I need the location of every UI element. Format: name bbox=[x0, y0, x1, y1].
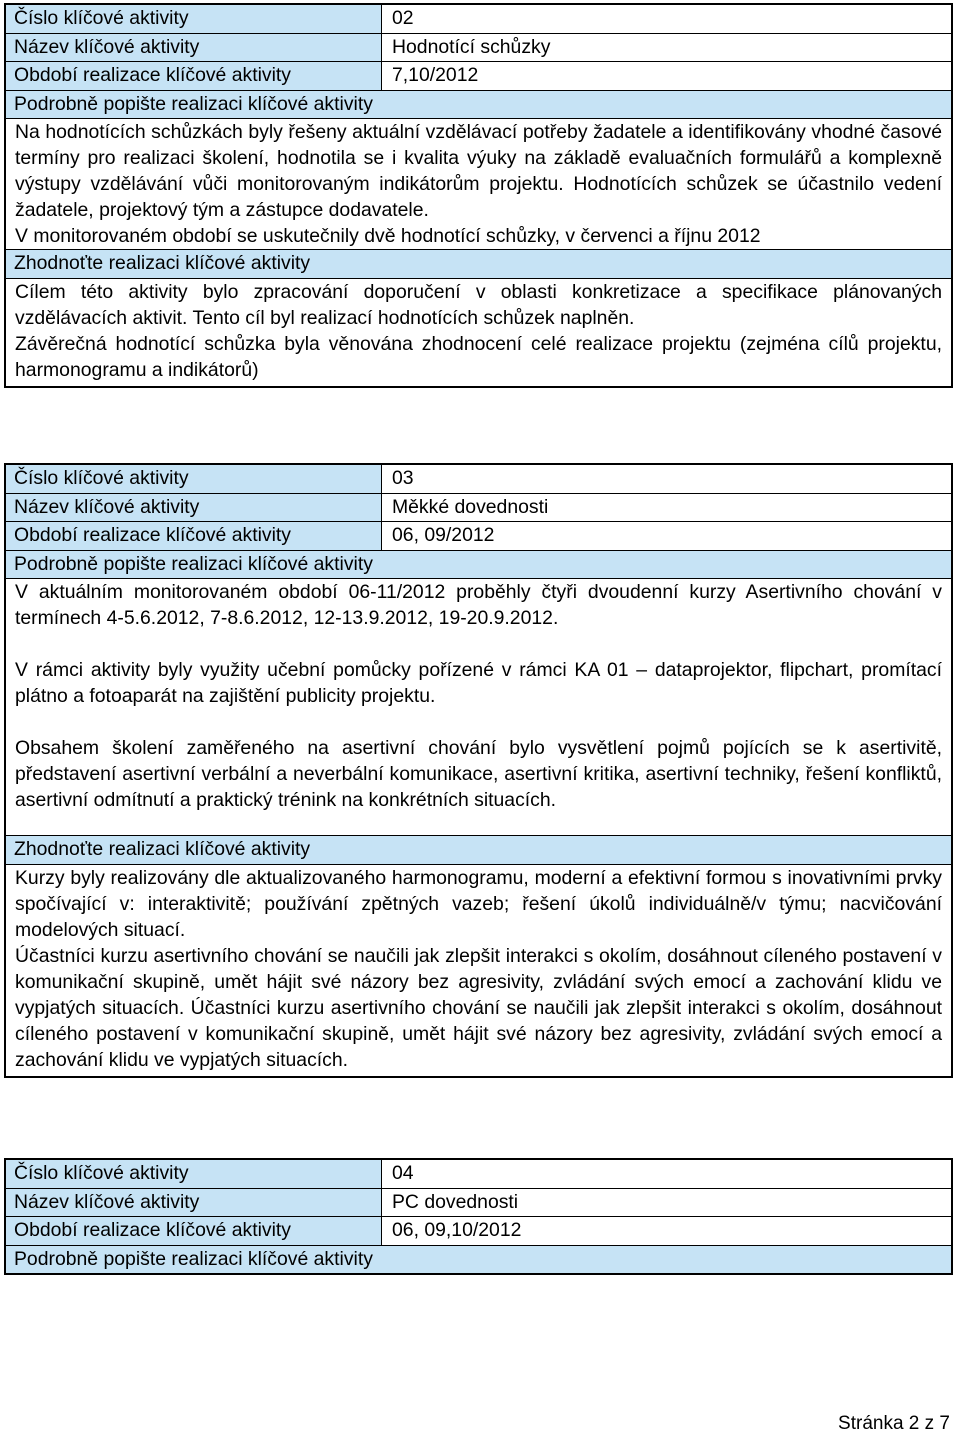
description-paragraph: Na hodnotících schůzkách byly řešeny aktuální vzdělávací potřeby žadatele a identifikovány vhodné časové termíny pro realizaci školení, hodnotila se i kvalita výuky na základě evaluačních formulářů a komplexně výstupy vzdělávání vůči monitorovaným indikátorům projektu. Hodnotících schůzek se účastnilo vedení žadatele, projektový tým a zástupce dodavatele. bbox=[15, 121, 942, 221]
activity-period-label: Období realizace klíčové aktivity bbox=[6, 62, 382, 90]
activity-number-label: Číslo klíčové aktivity bbox=[6, 1160, 382, 1188]
description-header: Podrobně popište realizaci klíčové aktivity bbox=[6, 91, 951, 120]
activity-period-value: 06, 09,10/2012 bbox=[392, 1219, 522, 1241]
activity-block-02 bbox=[4, 3, 953, 388]
activity-period-label: Období realizace klíčové aktivity bbox=[6, 522, 382, 550]
description-header: Podrobně popište realizaci klíčové aktivity bbox=[6, 1246, 951, 1274]
activity-block-03 bbox=[4, 463, 953, 1078]
evaluation-header: Zhodnoťte realizaci klíčové aktivity bbox=[6, 250, 951, 279]
evaluation-paragraph: Kurzy byly realizovány dle aktualizovaného harmonogramu, moderní a efektivní formou s inovativními prvky spočívající v: interaktivitě; používání zpětných vazeb; řešení úkolů individuálně/v týmu; nacvičování modelových situací. bbox=[15, 866, 942, 941]
activity-number-value: 03 bbox=[392, 467, 414, 489]
activity-number-label: Číslo klíčové aktivity bbox=[6, 5, 382, 33]
activity-name-row bbox=[6, 1189, 951, 1218]
activity-name-value: Měkké dovednosti bbox=[392, 495, 549, 518]
evaluation-text bbox=[6, 279, 951, 386]
activity-period-row bbox=[6, 1217, 951, 1246]
activity-period-value: 7,10/2012 bbox=[392, 64, 479, 86]
activity-number-row bbox=[6, 1160, 951, 1189]
description-text bbox=[6, 119, 951, 250]
activity-period-row bbox=[6, 522, 951, 551]
description-paragraph: V rámci aktivity byly využity učební pomůcky pořízené v rámci KA 01 – dataprojektor, flipchart, promítací plátno a fotoaparát na zajištění publicity projektu. bbox=[15, 659, 942, 707]
activity-number-row bbox=[6, 5, 951, 34]
evaluation-text bbox=[6, 865, 951, 1076]
activity-name-label: Název klíčové aktivity bbox=[6, 34, 382, 62]
activity-name-value: PC dovednosti bbox=[392, 1190, 519, 1213]
evaluation-paragraph: Cílem této aktivity bylo zpracování doporučení v oblasti konkretizace a specifikace plánovaných vzdělávacích aktivit. Tento cíl byl realizací hodnotících schůzek naplněn. bbox=[15, 280, 942, 329]
description-paragraph: V aktuálním monitorovaném období 06-11/2012 proběhly čtyři dvoudenní kurzy Asertivního chování v termínech 4-5.6.2012, 7-8.6.2012, 12-13.9.2012, 19-20.9.2012. bbox=[15, 581, 942, 629]
evaluation-header: Zhodnoťte realizaci klíčové aktivity bbox=[6, 836, 951, 865]
page-number: Stránka 2 z 7 bbox=[838, 1413, 950, 1434]
evaluation-paragraph: Účastníci kurzu asertivního chování se naučili jak zlepšit interakci s okolím, dosáhnout cíleného postavení v komunikační skupině, umět hájit své názory bez agresivity, zvládání svých emocí a zachování klidu ve vypjatých situacích. Účastníci kurzu asertivního chování se naučili jak zlepšit interakci s okolím, dosáhnout cíleného postavení v komunikační skupině, umět hájit své názory bez agresivity, zvládání svých emocí a zachování klidu ve vypjatých situacích. bbox=[15, 944, 942, 1071]
description-paragraph: Obsahem školení zaměřeného na asertivní chování bylo vysvětlení pojmů pojících se k asertivitě, představení asertivní verbální a neverbální komunikace, asertivní kritika, asertivní techniky, řešení konfliktů, asertivní odmítnutí a praktický trénink na konkrétních situacích. bbox=[15, 737, 942, 811]
activity-block-04 bbox=[4, 1158, 953, 1275]
activity-name-label: Název klíčové aktivity bbox=[6, 1189, 382, 1217]
activity-number-row bbox=[6, 465, 951, 494]
activity-name-value: Hodnotící schůzky bbox=[392, 35, 551, 58]
description-text bbox=[6, 579, 951, 836]
activity-period-row bbox=[6, 62, 951, 91]
activity-period-label: Období realizace klíčové aktivity bbox=[6, 1217, 382, 1245]
activity-number-label: Číslo klíčové aktivity bbox=[6, 465, 382, 493]
activity-number-value: 04 bbox=[392, 1162, 414, 1184]
activity-name-label: Název klíčové aktivity bbox=[6, 494, 382, 522]
activity-name-row bbox=[6, 494, 951, 523]
description-header: Podrobně popište realizaci klíčové aktivity bbox=[6, 551, 951, 580]
description-paragraph: V monitorovaném období se uskutečnily dvě hodnotící schůzky, v červenci a říjnu 2012 bbox=[15, 225, 761, 247]
evaluation-paragraph: Závěrečná hodnotící schůzka byla věnována zhodnocení celé realizace projektu (zejména cílů projektu, harmonogramu a indikátorů) bbox=[15, 332, 942, 381]
activity-name-row bbox=[6, 34, 951, 63]
activity-number-value: 02 bbox=[392, 7, 414, 29]
activity-period-value: 06, 09/2012 bbox=[392, 524, 495, 546]
